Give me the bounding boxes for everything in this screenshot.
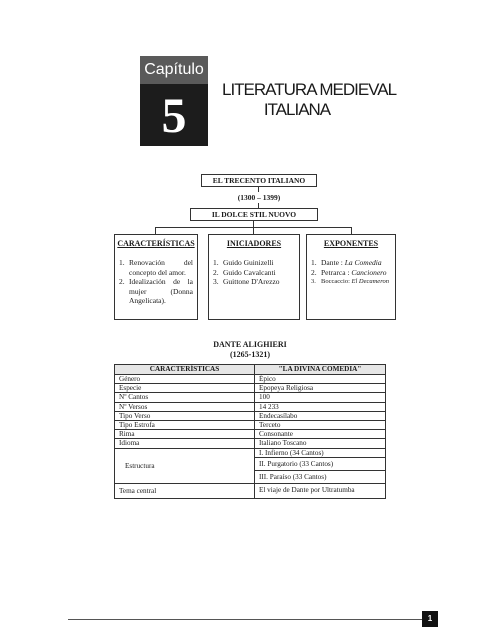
- connector-vertical: [258, 186, 259, 192]
- chapter-title-line1: LITERATURA MEDIEVAL: [222, 80, 397, 99]
- tema-value: El viaje de Dante por Ultratumba: [255, 483, 386, 498]
- caracteristicas-list: [119, 258, 193, 306]
- table-row: Tipo Verso Endecasílabo: [115, 411, 386, 420]
- table-header: CARACTERÍSTICAS: [115, 365, 255, 375]
- table-row: II. Purgatorio (33 Cantos): [115, 457, 386, 470]
- connector-vertical: [351, 227, 352, 234]
- table-row: Tipo Estrofa Terceto: [115, 420, 386, 429]
- list-item: 1. Renovación del concepto del amor.: [119, 258, 193, 277]
- table-header-row: [115, 365, 386, 375]
- dante-name: DANTE ALIGHIERI: [213, 340, 287, 349]
- chapter-title: [222, 80, 397, 120]
- caracteristicas-box: [114, 234, 198, 320]
- chapter-label: Capítulo: [140, 56, 208, 84]
- estructura-label: Estructura: [115, 448, 255, 483]
- table-header: "LA DIVINA COMEDIA": [255, 365, 386, 375]
- list-item: 2. Petrarca : Cancionero: [311, 267, 387, 277]
- table-row: Rima Consonante: [115, 430, 386, 439]
- connector-vertical: [253, 227, 254, 234]
- table-row: Nº Cantos 100: [115, 393, 386, 402]
- trecento-box: EL TRECENTO ITALIANO: [201, 174, 317, 187]
- table-row: III. Paraíso (33 Cantos): [115, 470, 386, 483]
- footer-rule: [68, 619, 422, 620]
- table-row: Especie Epopeya Religiosa: [115, 384, 386, 393]
- table-row: Nº Versos 14 233: [115, 402, 386, 411]
- table-row: Idioma Italiano Toscano: [115, 439, 386, 448]
- chapter-title-line2: ITALIANA: [263, 100, 331, 119]
- page-number: 1: [422, 611, 438, 627]
- table-row: [115, 483, 386, 498]
- connector-vertical: [253, 220, 254, 227]
- iniciadores-list: [213, 258, 295, 287]
- divina-comedia-table: [114, 364, 386, 499]
- connector-vertical: [155, 227, 156, 234]
- list-item: 1. Guido Guinizelli: [213, 258, 274, 267]
- dolce-stil-box: IL DOLCE STIL NUOVO: [190, 208, 318, 221]
- list-item: 3. Boccaccio: El Decameron: [311, 278, 389, 285]
- trecento-dates: (1300 – 1399): [237, 193, 281, 202]
- list-item: 3. Guittone D'Arezzo: [213, 277, 280, 286]
- list-item: 1. Dante : La Comedia: [311, 258, 382, 267]
- caracteristicas-heading: CARACTERÍSTICAS: [117, 239, 195, 248]
- table-row: Estructura I. Infierno (34 Cantos): [115, 448, 386, 457]
- exponentes-heading: EXPONENTES: [323, 239, 379, 248]
- dante-dates: (1265-1321): [230, 350, 270, 359]
- table-row: Género Épico: [115, 375, 386, 384]
- list-item: 2. Idealización de la mujer (Donna Angelicata).: [119, 277, 193, 305]
- chapter-number: 5: [140, 84, 208, 146]
- iniciadores-heading: INICIADORES: [226, 239, 282, 248]
- exponentes-box: [306, 234, 396, 320]
- list-item: 2. Guido Cavalcanti: [213, 267, 276, 277]
- tema-label: Tema central: [115, 483, 255, 498]
- exponentes-list: [311, 258, 391, 287]
- iniciadores-box: [208, 234, 300, 320]
